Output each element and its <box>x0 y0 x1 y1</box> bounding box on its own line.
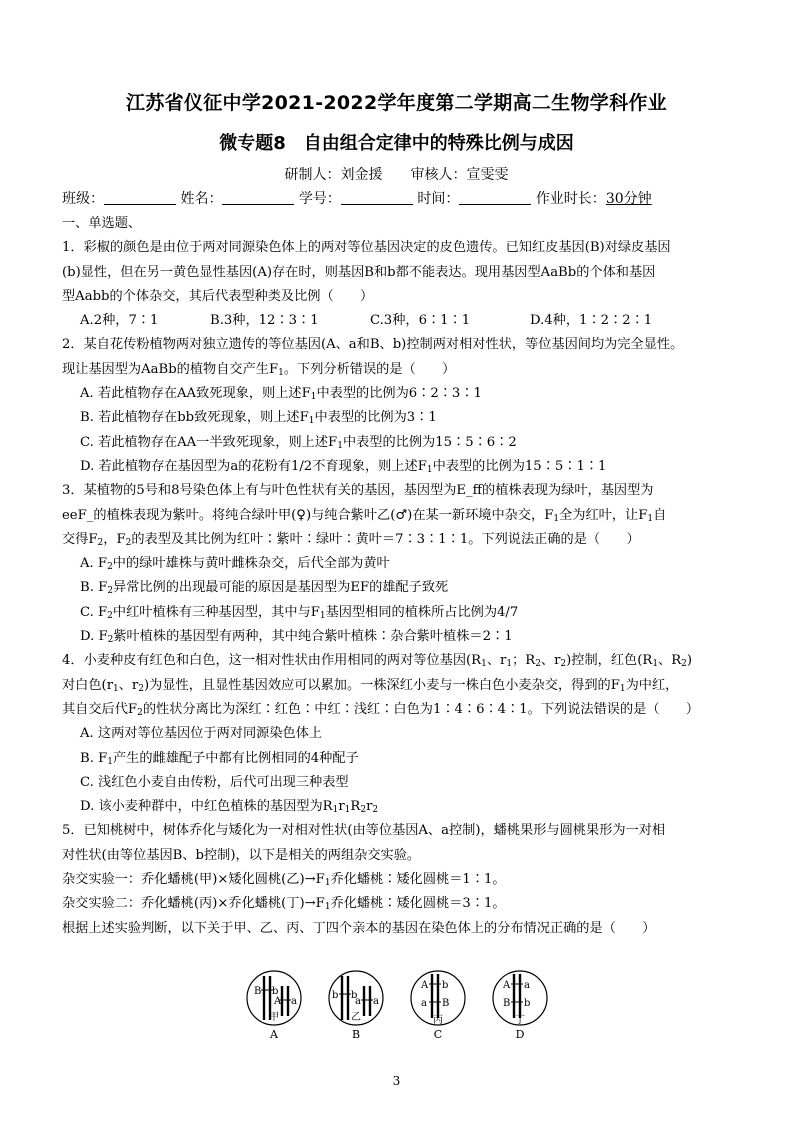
q4-option-c: C. 浅红色小麦自由传粉，后代可出现三种表型 <box>80 774 349 790</box>
q2-option-a: A. 若此植物存在AA致死现象，则上述$F_1$中表型的比例为6∶2∶3∶1 <box>80 386 482 403</box>
q2-stem-line1: 2．某自花传粉植物两对独立遗传的等位基因(A、a和B、b)控制两对相对性状，等位基因间均为完全显性。 <box>62 337 684 353</box>
q1-option-b: B.3种，12∶3∶1 <box>210 313 319 329</box>
class-blank <box>104 190 176 205</box>
diagram-c <box>411 971 465 1040</box>
gene-label: b <box>272 986 279 997</box>
q2-stem-line2: 现让基因型为AaBb的植物自交产生$F_1$。下列分析错误的是（ ） <box>62 361 456 378</box>
q5-experiment-1: 杂交实验一：乔化蟠桃(甲)×矮化圆桃(乙)$\to F_1$乔化蟠桃∶矮化圆桃＝1∶1。 <box>62 872 506 889</box>
gene-label: A <box>503 980 511 991</box>
q1-options <box>62 309 734 333</box>
gene-label: A <box>274 996 282 1007</box>
gene-label: a <box>355 996 361 1007</box>
time-label: 时间： <box>417 191 460 207</box>
option-letter: D <box>515 1028 525 1040</box>
q2-option-c: C. 若此植物存在AA一半致死现象，则上述$F_1$中表型的比例为15∶5∶6∶2 <box>80 434 517 451</box>
name-label: 姓名： <box>180 191 223 207</box>
parent-name: 丁 <box>515 1015 525 1026</box>
q1-option-d: D.4种，1∶2∶2∶1 <box>530 313 653 329</box>
q1-option-a: A.2种，7∶1 <box>80 313 159 329</box>
number-blank <box>341 190 413 205</box>
q1-stem-line3: 型Aabb的个体杂交，其后代表型种类及比例（ ） <box>62 288 374 304</box>
q5-stem-line2: 对性状(由等位基因B、b控制)，以下是相关的两组杂交实验。 <box>62 847 421 863</box>
class-label: 班级： <box>62 191 104 207</box>
gene-label: a <box>524 980 530 991</box>
parent-name: 乙 <box>351 1012 361 1023</box>
q4-option-d: D. 该小麦种群中，中红色植株的基因型为$R_1r_1R_2r_2$ <box>80 799 379 816</box>
gene-label: b <box>524 998 531 1009</box>
option-letter: C <box>433 1028 443 1040</box>
duration-value: 30分钟 <box>605 191 652 207</box>
q5-experiment-2: 杂交实验二：乔化蟠桃(丙)×乔化蟠桃(丁)$\to F_1$乔化蟠桃∶矮化圆桃＝3∶1。 <box>62 896 506 913</box>
gene-label: b <box>332 990 339 1001</box>
q3-option-d: D. $F_2$紫叶植株的基因型有两种，其中纯合紫叶植株∶杂合紫叶植株＝2∶1 <box>80 629 513 646</box>
option-letter: B <box>351 1028 361 1040</box>
gene-label: B <box>254 986 262 997</box>
diagram-d <box>493 971 547 1040</box>
gene-label: a <box>373 996 379 1007</box>
q1-stem-line1: 1．彩椒的颜色是由位于两对同源染色体上的两对等位基因决定的皮色遗传。已知红皮基因(B)对绿皮基因 <box>62 240 671 256</box>
q4-option-a: A. 这两对等位基因位于两对同源染色体上 <box>80 726 323 742</box>
gene-label: A <box>421 980 429 991</box>
q2-option-b: B. 若此植物存在bb致死现象，则上述$F_1$中表型的比例为3∶1 <box>80 410 437 427</box>
parent-name: 甲 <box>269 1012 279 1023</box>
page-number: 3 <box>392 1074 401 1088</box>
student-info <box>62 188 742 208</box>
document-title: 江苏省仪征中学2021-2022学年度第二学期高二生物学科作业 <box>126 92 667 114</box>
q5-stem-line3: 根据上述实验判断，以下关于甲、乙、丙、丁四个亲本的基因在染色体上的分布情况正确的是（ ） <box>62 920 656 936</box>
gene-label: a <box>421 998 427 1009</box>
q4-option-b: B. $F_1$产生的雌雄配子中都有比例相同的4种配子 <box>80 750 359 767</box>
q2-option-d: D. 若此植物存在基因型为a的花粉有1/2不育现象，则上述$F_1$中表型的比例为15∶5∶1∶1 <box>80 458 607 475</box>
q4-stem-line2: 对白色($r_1$、$r_2$)为显性，且显性基因效应可以累加。一株深红小麦与一株白色小麦杂交，得到的$F_1$为中红， <box>62 677 679 694</box>
q1-option-c: C.3种，6∶1∶1 <box>370 313 471 329</box>
diagram-b <box>329 971 383 1040</box>
document-subtitle: 微专题8 自由组合定律中的特殊比例与成因 <box>219 133 574 154</box>
gene-label: b <box>442 980 449 991</box>
option-letter: A <box>270 1028 278 1040</box>
gene-label: b <box>351 990 358 1001</box>
parent-name: 丙 <box>433 1015 443 1026</box>
q3-option-b: B. $F_2$异常比例的出现最可能的原因是基因型为EF的雄配子致死 <box>80 580 449 597</box>
time-blank <box>459 190 531 205</box>
gene-label: a <box>291 996 297 1007</box>
chromosome-diagrams <box>238 968 558 1040</box>
number-label: 学号： <box>298 191 341 207</box>
q3-stem-line1: 3．某植物的5号和8号染色体上有与叶色性状有关的基因，基因型为E_ff的植株表现为绿叶，基因型为 <box>62 483 654 499</box>
q1-stem-line2: (b)显性，但在另一黄色显性基因(A)存在时，则基因B和b都不能表达。现用基因型AaBb的个体和基因 <box>62 264 656 280</box>
q4-stem-line1: 4．小麦种皮有红色和白色，这一相对性状由作用相同的两对等位基因($R_1$、$r_1$；$R_2$、$r_2$)控制，红色($R_1$、$R_2$) <box>62 653 693 670</box>
diagram-a <box>247 971 301 1040</box>
q3-stem-line3: 交得$F_2$，$F_2$的表型及其比例为红叶∶紫叶∶绿叶∶黄叶＝7∶3∶1∶1。下列说法正确的是（ ） <box>62 531 640 548</box>
section-heading: 一、单选题、 <box>62 216 142 231</box>
q5-stem-line1: 5．已知桃树中，树体乔化与矮化为一对相对性状(由等位基因A、a控制)，蟠桃果形与圆桃果形为一对相 <box>62 823 666 839</box>
authors: 研制人：刘金援 审核人：宣雯雯 <box>284 167 509 183</box>
q3-option-a: A. $F_2$中的绿叶雄株与黄叶雌株杂交，后代全部为黄叶 <box>80 556 390 573</box>
name-blank <box>222 190 294 205</box>
duration-label: 作业时长： <box>535 191 606 207</box>
questions <box>62 212 734 941</box>
q4-stem-line3: 其自交后代$F_2$的性状分离比为深红∶红色∶中红∶浅红∶白色为1∶4∶6∶4∶1。下列说法错误的是（ ） <box>62 701 700 718</box>
q3-stem-line2: eeF_的植株表现为紫叶。将纯合绿叶甲(♀)与纯合紫叶乙(♂)在某一新环境中杂交，$F_1$全为红叶，让$F_1$自 <box>62 507 667 524</box>
gene-label: B <box>442 998 450 1009</box>
gene-label: B <box>503 998 511 1009</box>
q3-option-c: C. $F_2$中红叶植株有三种基因型，其中与$F_1$基因型相同的植株所占比例为4/7 <box>80 604 519 621</box>
